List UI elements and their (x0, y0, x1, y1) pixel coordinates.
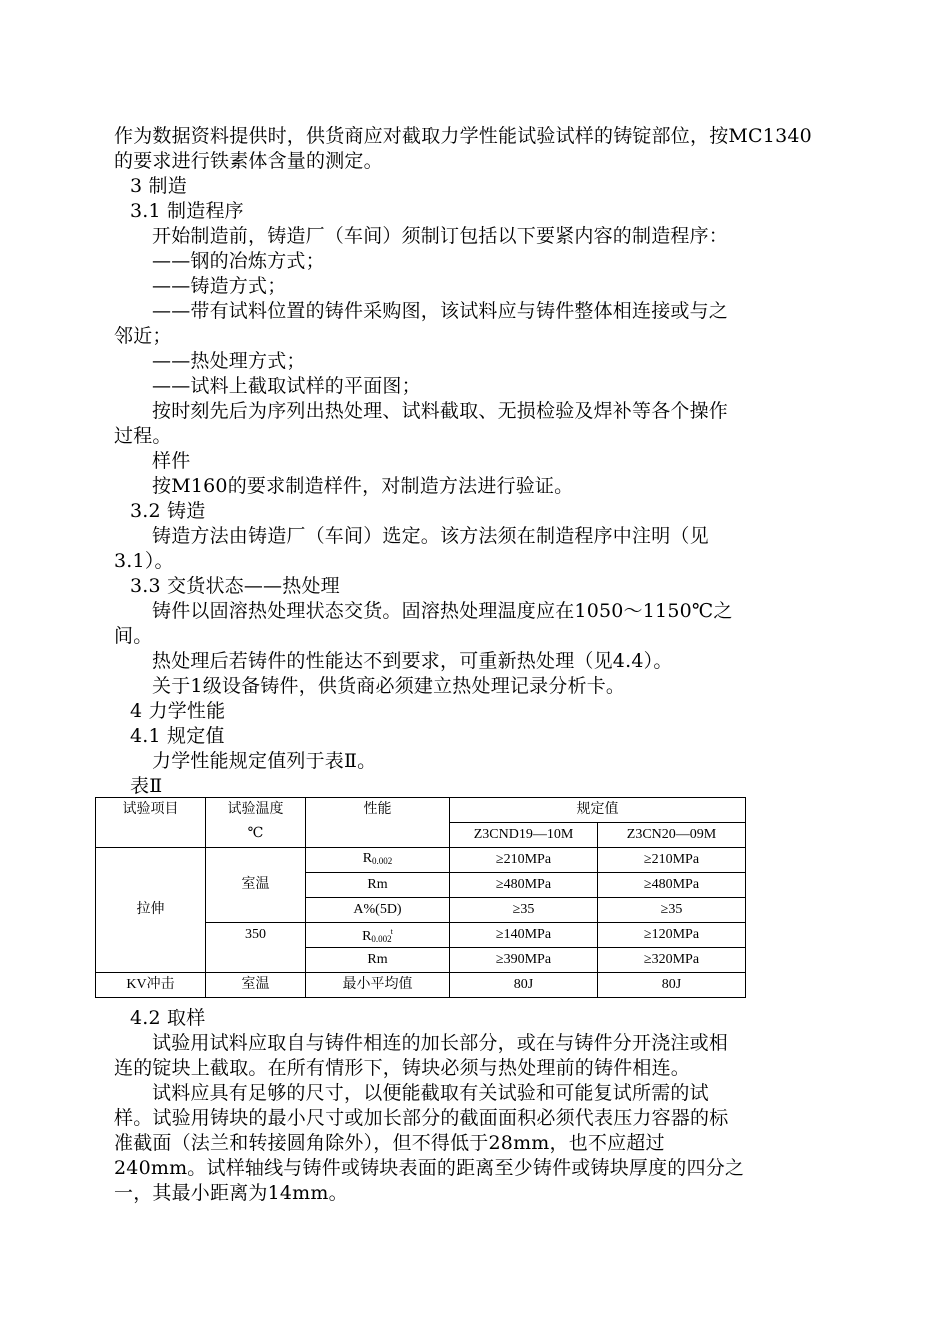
cell-room-temp: 室温 (206, 848, 306, 923)
paragraph: 样件 (152, 450, 191, 472)
body-text-bottom (114, 1006, 830, 1206)
cell-value: ≥120MPa (598, 923, 746, 948)
paragraph: 作为数据资料提供时，供货商应对截取力学性能试验试样的铸锭部位，按MC1340的要求进行铁素体含量的测定。 (114, 125, 812, 172)
paragraph-continued: 过程。 (114, 425, 172, 447)
cell-value: ≥390MPa (450, 948, 598, 973)
table-header-row (96, 798, 746, 823)
cell-room-temp: 室温 (206, 973, 306, 998)
subsection-heading: 3.2 铸造 (130, 500, 206, 522)
mechanical-properties-table (95, 797, 746, 998)
cell-value: 80J (450, 973, 598, 998)
cell-value: ≥35 (450, 898, 598, 923)
cell-value: ≥480MPa (598, 873, 746, 898)
list-item: ——热处理方式； (152, 350, 306, 372)
header-property: 性能 (306, 798, 450, 848)
paragraph: 铸件以固溶热处理状态交货。固溶热处理温度应在1050～1150℃之 (152, 600, 733, 622)
table-row (96, 973, 746, 998)
paragraph-continued: 连的锭块上截取。在所有情形下，铸块必须与热处理前的铸件相连。 (114, 1057, 691, 1079)
list-item-continued: 邻近； (114, 325, 172, 347)
header-specified-value: 规定值 (450, 798, 746, 823)
table-row (96, 848, 746, 873)
cell-kv-impact: KV冲击 (96, 973, 206, 998)
header-test-item: 试验项目 (96, 798, 206, 848)
paragraph: 力学性能规定值列于表Ⅱ。 (152, 750, 377, 772)
section-heading: 3 制造 (130, 175, 187, 197)
paragraph: 铸造方法由铸造厂（车间）选定。该方法须在制造程序中注明（见 (152, 525, 709, 547)
cell-property: $R_{0.002}^t$ (306, 923, 450, 948)
paragraph: 开始制造前，铸造厂（车间）须制订包括以下要紧内容的制造程序： (152, 225, 729, 247)
cell-property: 最小平均值 (306, 973, 450, 998)
paragraph-continued: 240mm。试样轴线与铸件或铸块表面的距离至少铸件或铸块厚度的四分之 (114, 1157, 745, 1179)
list-item: ——铸造方式； (152, 275, 287, 297)
paragraph: 试料应具有足够的尺寸，以便能截取有关试验和可能复试所需的试 (152, 1082, 709, 1104)
cell-value: ≥210MPa (598, 848, 746, 873)
cell-value: ≥140MPa (450, 923, 598, 948)
cell-value: ≥35 (598, 898, 746, 923)
subsection-heading: 4.1 规定值 (130, 725, 225, 747)
cell-property: Rm (306, 948, 450, 973)
paragraph: 热处理后若铸件的性能达不到要求，可重新热处理（见4.4）。 (152, 650, 673, 672)
paragraph: 试验用试料应取自与铸件相连的加长部分，或在与铸件分开浇注或相 (152, 1032, 729, 1054)
paragraph: 按时刻先后为序列出热处理、试料截取、无损检验及焊补等各个操作 (152, 400, 729, 422)
paragraph: 按M160的要求制造样件，对制造方法进行验证。 (152, 475, 574, 497)
cell-tensile: 拉伸 (96, 848, 206, 973)
header-temp-label: 试验温度 (227, 802, 284, 817)
cell-value: ≥210MPa (450, 848, 598, 873)
subsection-heading: 3.1 制造程序 (130, 200, 244, 222)
section-heading: 4 力学性能 (130, 700, 226, 722)
cell-property: $R_{0.002}$ (306, 848, 450, 873)
header-test-temperature (206, 798, 306, 848)
paragraph-continued: 样。试验用铸块的最小尺寸或加长部分的截面面积必须代表压力容器的标 (114, 1107, 729, 1129)
paragraph-continued: 准截面（法兰和转接圆角除外），但不得低于28mm，也不应超过 (114, 1132, 665, 1154)
header-temp-unit: ℃ (247, 826, 264, 841)
list-item: ——试料上截取试样的平面图； (152, 375, 421, 397)
cell-value: 80J (598, 973, 746, 998)
header-grade-1: Z3CND19—10M (450, 823, 598, 848)
table-caption: 表Ⅱ (130, 775, 163, 797)
body-text-top (114, 124, 830, 799)
subsection-heading: 4.2 取样 (130, 1007, 206, 1029)
subsection-heading: 3.3 交货状态——热处理 (130, 575, 340, 597)
paragraph: 关于1级设备铸件，供货商必须建立热处理记录分析卡。 (152, 675, 626, 697)
cell-temp-350: 350 (206, 923, 306, 973)
cell-property: A%(5D) (306, 898, 450, 923)
paragraph-continued: 3.1）。 (114, 550, 174, 572)
paragraph-continued: 一，其最小距离为14mm。 (114, 1182, 348, 1204)
cell-value: ≥320MPa (598, 948, 746, 973)
list-item: ——带有试料位置的铸件采购图，该试料应与铸件整体相连接或与之 (152, 300, 729, 322)
list-item: ——钢的冶炼方式； (152, 250, 325, 272)
header-grade-2: Z3CN20—09M (598, 823, 746, 848)
cell-property: Rm (306, 873, 450, 898)
cell-value: ≥480MPa (450, 873, 598, 898)
paragraph-continued: 间。 (114, 625, 153, 647)
